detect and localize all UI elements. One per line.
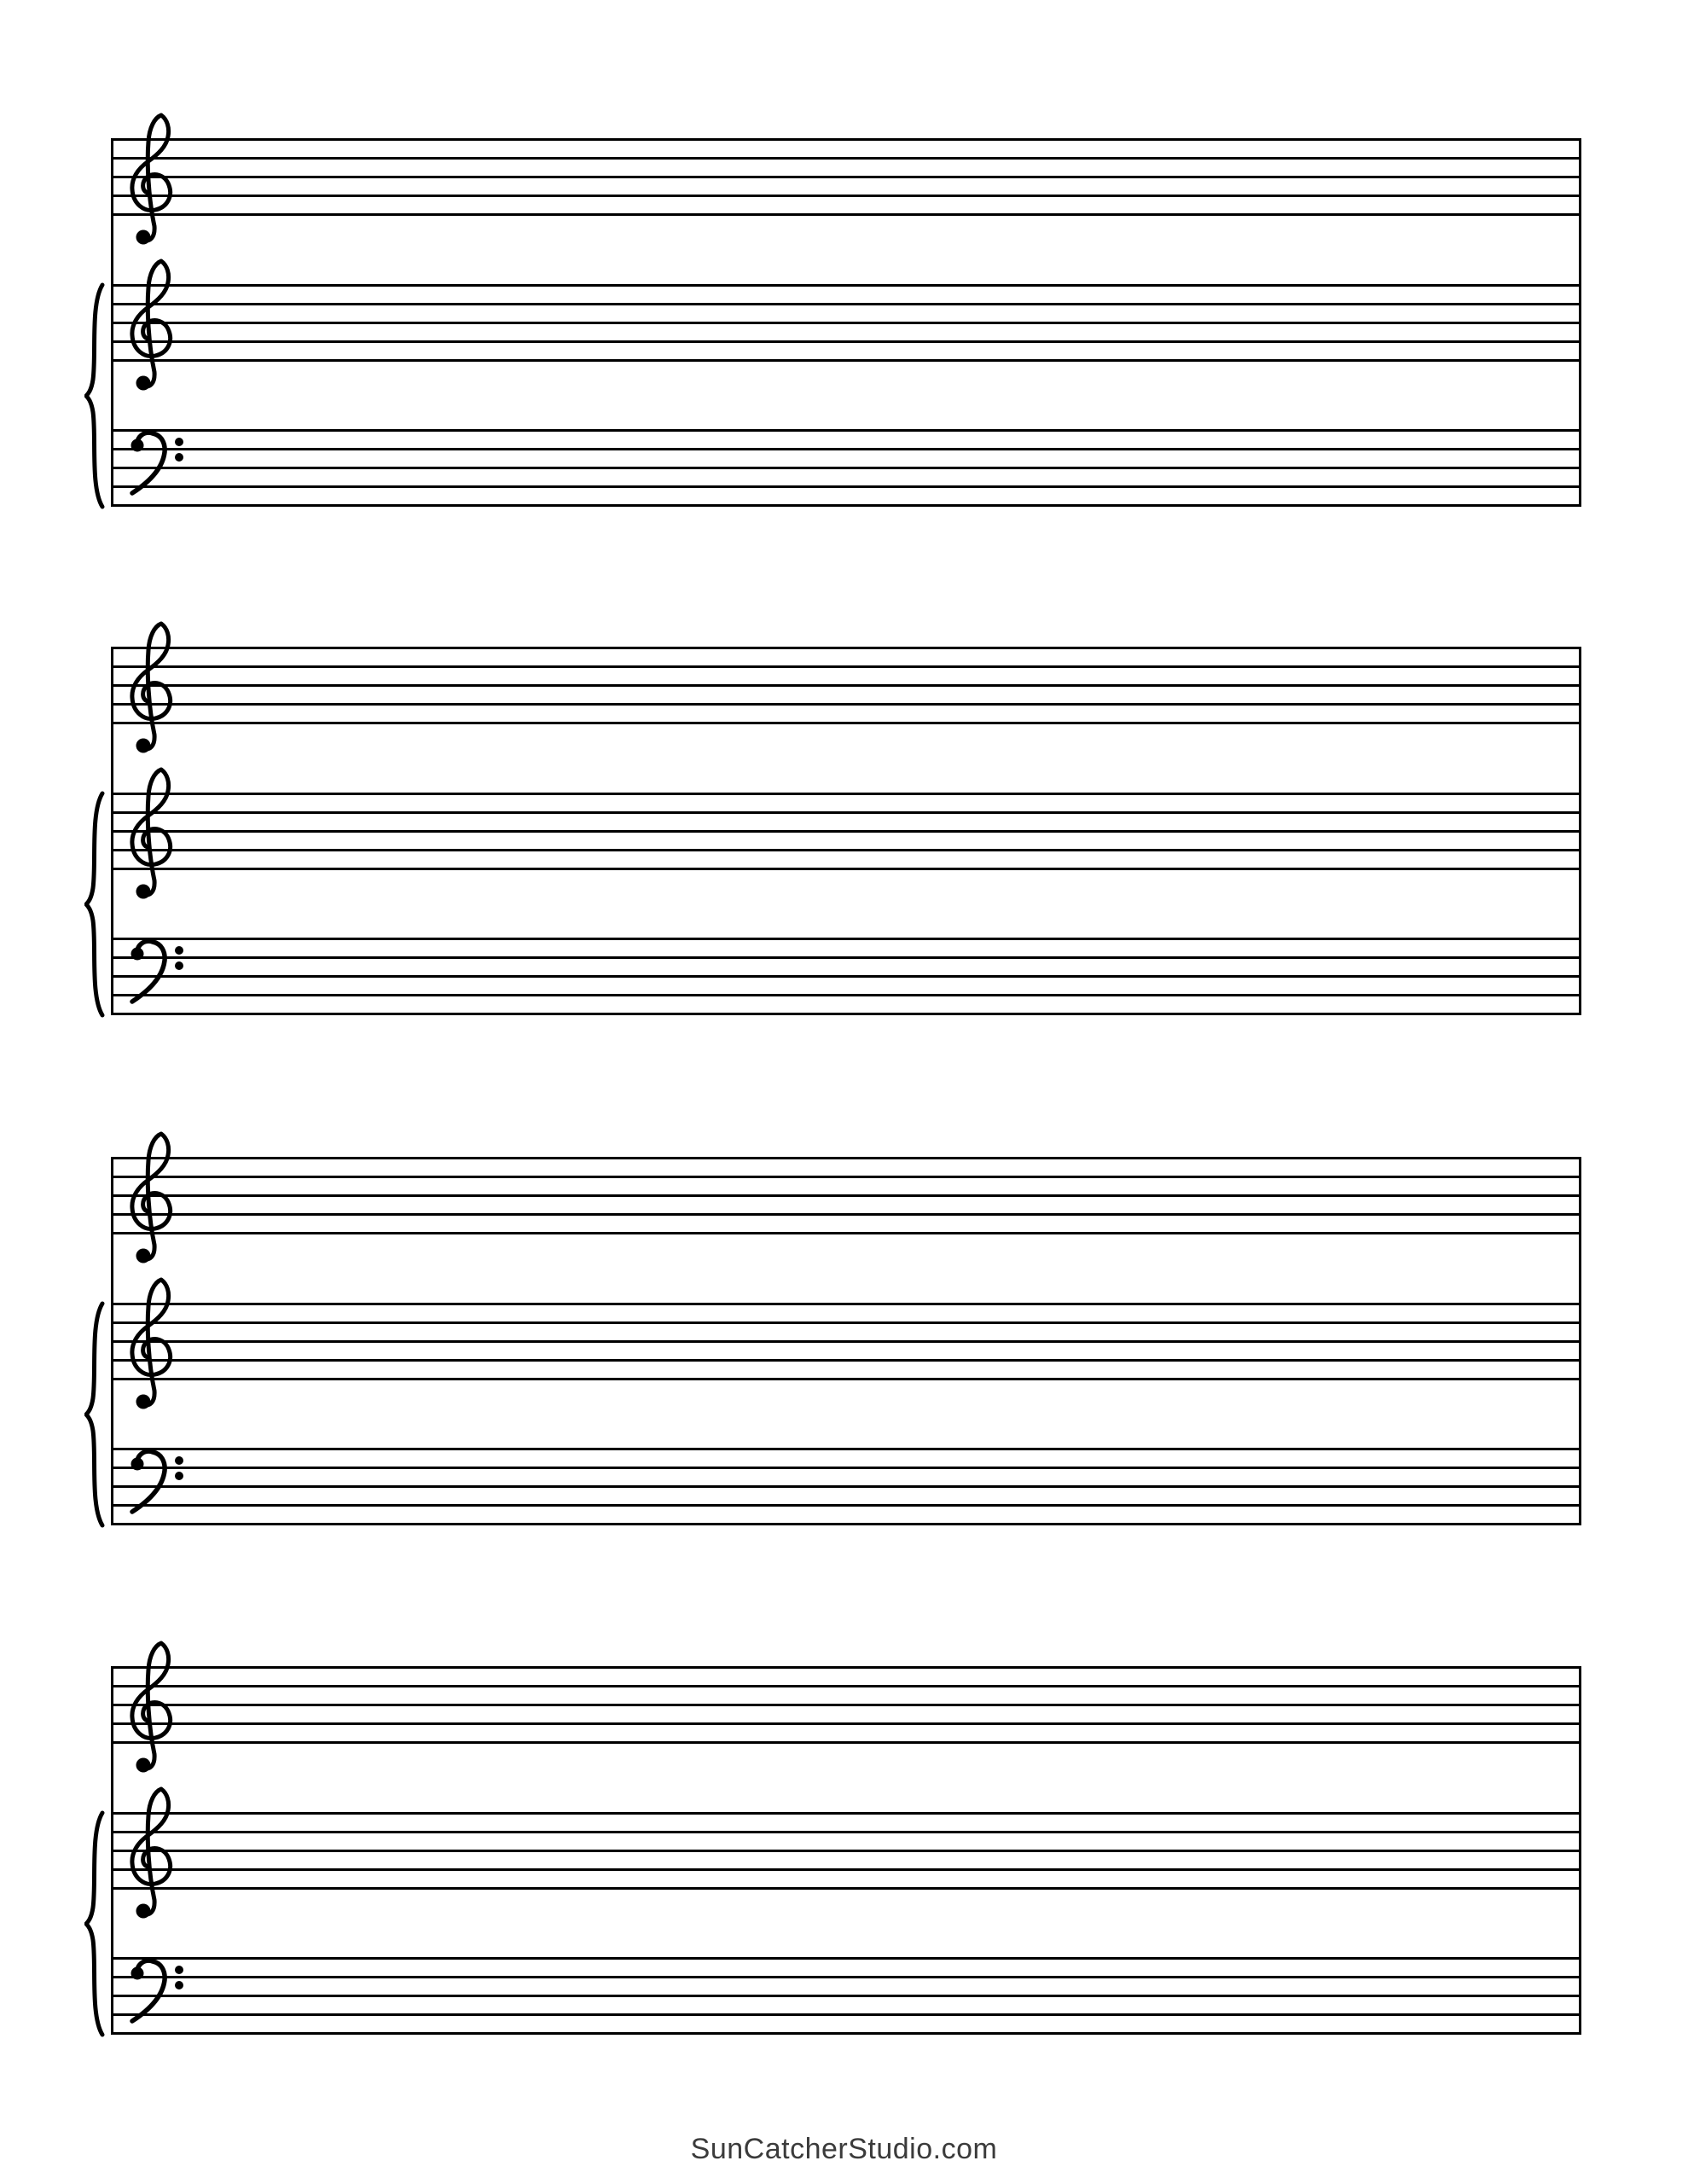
bass-clef-icon [125, 1959, 185, 2027]
staff-line [111, 1887, 1581, 1890]
system-barline-left [111, 1666, 113, 2035]
staff-line [111, 1685, 1581, 1687]
staff-line [111, 322, 1581, 324]
system-barline-right [1579, 1666, 1581, 2035]
staff-line [111, 1741, 1581, 1744]
staff-line [111, 938, 1581, 940]
treble-clef-icon [125, 1786, 179, 1921]
treble-clef-icon [125, 1277, 179, 1412]
staff-line [111, 1666, 1581, 1669]
staff-line [111, 793, 1581, 795]
staff-line [111, 448, 1581, 450]
staff-line [111, 1378, 1581, 1380]
staff-line [111, 1485, 1581, 1488]
system [0, 138, 1688, 514]
staff-treble [111, 138, 1581, 216]
treble-clef-icon [125, 1131, 179, 1266]
system-barline-left [111, 138, 113, 507]
staff-line [111, 1976, 1581, 1978]
system-barline-right [1579, 138, 1581, 507]
treble-clef-icon [125, 258, 179, 393]
staff-line [111, 1467, 1581, 1469]
bass-clef-icon [125, 431, 185, 499]
staff-treble [111, 1157, 1581, 1234]
staff-line [111, 830, 1581, 833]
staff-line [111, 1359, 1581, 1362]
staff-line [111, 956, 1581, 959]
staff-line [111, 665, 1581, 668]
staff-bass [111, 429, 1581, 507]
staff-line [111, 994, 1581, 996]
staff-line [111, 1995, 1581, 1997]
staff-line [111, 1013, 1581, 1015]
staff-line [111, 1448, 1581, 1450]
system-barline-right [1579, 1157, 1581, 1525]
staff-treble [111, 1666, 1581, 1744]
staff-line [111, 684, 1581, 687]
system-barline-left [111, 1157, 113, 1525]
staff-line [111, 1340, 1581, 1343]
system [0, 1157, 1688, 1532]
staff-line [111, 195, 1581, 197]
staff-line [111, 1957, 1581, 1960]
staff-line [111, 1321, 1581, 1324]
staff-line [111, 868, 1581, 870]
staff-line [111, 1831, 1581, 1833]
staff-line [111, 1812, 1581, 1815]
staff-line [111, 485, 1581, 488]
staff-line [111, 1303, 1581, 1305]
staff-line [111, 1213, 1581, 1216]
staff-line [111, 1157, 1581, 1159]
system-barline-left [111, 647, 113, 1015]
footer-credit: SunCatcherStudio.com [690, 2133, 998, 2165]
staff-line [111, 1523, 1581, 1525]
staff-line [111, 504, 1581, 507]
staff-line [111, 467, 1581, 469]
staff-line [111, 303, 1581, 305]
system [0, 1666, 1688, 2042]
staff-bass [111, 1448, 1581, 1525]
brace-icon [84, 1301, 105, 1528]
staff-treble [111, 647, 1581, 724]
staff-line [111, 1504, 1581, 1507]
brace-icon [84, 1810, 105, 2037]
staff-line [111, 1704, 1581, 1706]
staff-treble [111, 284, 1581, 362]
staff-line [111, 340, 1581, 343]
treble-clef-icon [125, 767, 179, 902]
staff-line [111, 975, 1581, 978]
treble-clef-icon [125, 1641, 179, 1775]
staff-line [111, 703, 1581, 706]
staff-line [111, 1232, 1581, 1234]
staff-bass [111, 1957, 1581, 2035]
staff-treble [111, 1303, 1581, 1380]
staff-line [111, 1176, 1581, 1178]
staff-line [111, 284, 1581, 287]
brace-icon [84, 791, 105, 1018]
bass-clef-icon [125, 939, 185, 1008]
treble-clef-icon [125, 113, 179, 247]
system [0, 647, 1688, 1022]
staff-bass [111, 938, 1581, 1015]
staff-line [111, 2032, 1581, 2035]
treble-clef-icon [125, 621, 179, 756]
staff-line [111, 1722, 1581, 1725]
staff-line [111, 647, 1581, 649]
staff-line [111, 359, 1581, 362]
staff-line [111, 849, 1581, 851]
staff-line [111, 1850, 1581, 1852]
staff-treble [111, 793, 1581, 870]
brace-icon [84, 282, 105, 509]
staff-line [111, 2013, 1581, 2016]
staff-line [111, 157, 1581, 160]
bass-clef-icon [125, 1449, 185, 1518]
staff-treble [111, 1812, 1581, 1890]
staff-line [111, 722, 1581, 724]
staff-line [111, 213, 1581, 216]
staff-line [111, 1194, 1581, 1197]
system-barline-right [1579, 647, 1581, 1015]
staff-line [111, 1868, 1581, 1871]
staff-line [111, 429, 1581, 432]
staff-line [111, 811, 1581, 814]
staff-line [111, 138, 1581, 141]
staff-line [111, 176, 1581, 178]
